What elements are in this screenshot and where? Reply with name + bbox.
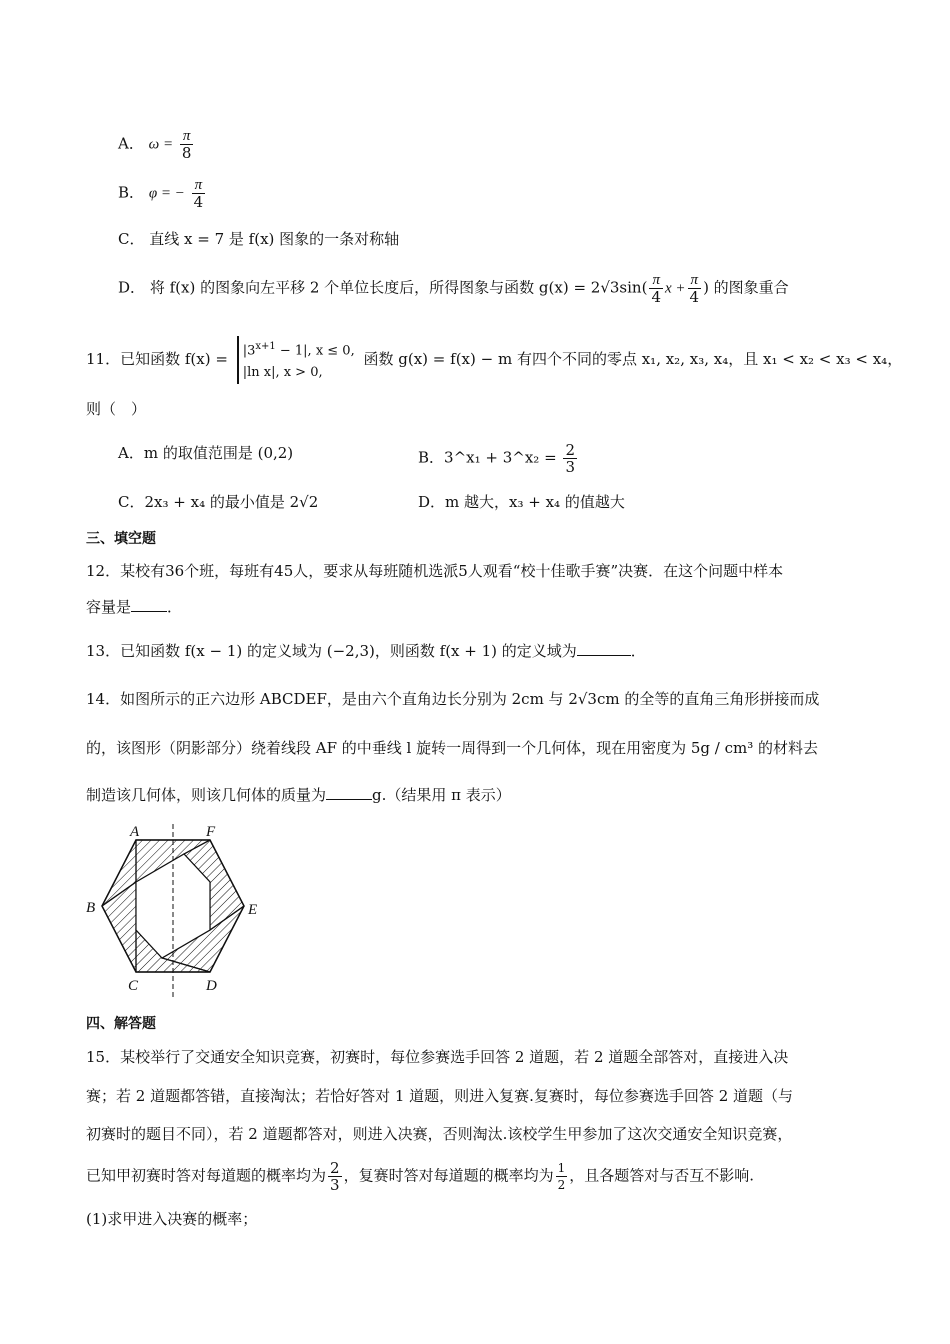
q14-line2: 的，该图形（阴影部分）绕着线段 AF 的中垂线 l 旋转一周得到一个几何体，现在用密度为 5g / cm³ 的材料去 bbox=[86, 739, 819, 757]
q11-option-c bbox=[118, 491, 318, 513]
question-text: 容量是 bbox=[86, 598, 132, 616]
section-heading: 三、填空题 bbox=[86, 531, 156, 547]
denominator: 4 bbox=[193, 193, 204, 211]
option-text: m 越大，x₃ + x₄ 的值越大 bbox=[445, 493, 625, 511]
fraction bbox=[192, 177, 206, 210]
option-text: m 的取值范围是 (0,2) bbox=[143, 444, 294, 462]
q11-then: 则（ ） bbox=[86, 400, 147, 418]
case-text: − 1|, x ≤ 0, bbox=[275, 343, 355, 359]
option-label: B． bbox=[118, 183, 145, 202]
label-d: D bbox=[206, 978, 217, 994]
q15-line1: 15．某校举行了交通安全知识竞赛，初赛时，每位参赛选手回答 2 道题，若 2 道题全部答对，直接进入决 bbox=[86, 1048, 789, 1066]
q10-option-b bbox=[118, 177, 207, 210]
question-text: g.（结果用 π 表示） bbox=[372, 786, 511, 804]
numerator: 2 bbox=[330, 1159, 340, 1177]
option-text: 3^x₁ + 3^x₂ = bbox=[444, 448, 557, 467]
numerator: π bbox=[649, 272, 663, 289]
denominator: 3 bbox=[565, 458, 575, 476]
section-heading: 四、解答题 bbox=[86, 1016, 156, 1032]
option-label: D． bbox=[118, 278, 146, 297]
q12-line2 bbox=[86, 596, 182, 618]
q11-option-b bbox=[418, 442, 579, 475]
q10-option-c bbox=[118, 228, 399, 250]
option-label: A． bbox=[118, 444, 144, 462]
q12-line1: 12．某校有36个班，每班有45人，要求从每班随机选派5人观看“校十佳歌手赛”决赛．在这个问题中样本 bbox=[86, 562, 784, 580]
q10-option-a bbox=[118, 128, 195, 161]
piecewise-case-1 bbox=[243, 336, 355, 362]
label-b: B bbox=[86, 900, 96, 916]
question-text: ，复赛时答对每道题的概率均为 bbox=[343, 1166, 554, 1185]
option-text: ω = bbox=[148, 136, 174, 153]
question-number: 11． bbox=[86, 350, 121, 369]
piecewise-case-2: |ln x|, x > 0, bbox=[242, 365, 323, 381]
denominator: 3 bbox=[330, 1176, 340, 1194]
label-f: F bbox=[206, 824, 216, 840]
q10-option-d bbox=[118, 272, 789, 305]
exponent: x+1 bbox=[255, 341, 276, 352]
label-e: E bbox=[248, 902, 258, 918]
piecewise-function bbox=[237, 336, 355, 384]
label-c: C bbox=[128, 978, 139, 994]
option-text: 2x₃ + x₄ 的最小值是 2√2 bbox=[144, 493, 319, 511]
denominator: 2 bbox=[557, 1178, 566, 1192]
q14-line3 bbox=[86, 784, 511, 806]
answer-blank[interactable] bbox=[131, 597, 167, 612]
question-text: 13．已知函数 f(x − 1) 的定义域为 (−2,3)，则函数 f(x + 1) 的定义域为 bbox=[86, 642, 577, 660]
q15-line2: 赛；若 2 道题都答错，直接淘汰；若恰好答对 1 道题，则进入复赛.复赛时，每位参赛选手回答 2 道题（与 bbox=[86, 1087, 794, 1105]
option-text: ) 的图象重合 bbox=[703, 278, 789, 297]
question-text: ． bbox=[167, 598, 183, 616]
q11-option-a bbox=[118, 442, 293, 464]
denominator: 4 bbox=[651, 288, 661, 306]
q11-option-d bbox=[418, 491, 625, 513]
numerator: 2 bbox=[565, 441, 575, 459]
q11-stem bbox=[86, 336, 902, 384]
question-text: ，且各题答对与否互不影响. bbox=[569, 1166, 754, 1185]
numerator: 1 bbox=[557, 1161, 566, 1175]
denominator: 8 bbox=[181, 144, 192, 162]
q13 bbox=[86, 640, 646, 662]
option-text: φ = − bbox=[148, 185, 185, 202]
fraction bbox=[563, 442, 577, 475]
numerator: π bbox=[688, 272, 702, 289]
fraction bbox=[556, 1160, 568, 1193]
question-text: 函数 g(x) = f(x) − m 有四个不同的零点 x₁, x₂, x₃, x₄，且 x₁ < x₂ < x₃ < x₄， bbox=[363, 350, 903, 369]
option-text: 直线 x = 7 是 f(x) 图象的一条对称轴 bbox=[149, 230, 400, 248]
question-text: 制造该几何体，则该几何体的质量为 bbox=[86, 786, 327, 804]
q15-line4 bbox=[86, 1160, 754, 1193]
question-text: ． bbox=[630, 642, 646, 660]
fraction bbox=[649, 272, 663, 305]
option-label: C． bbox=[118, 493, 145, 511]
numerator: π bbox=[180, 128, 194, 145]
option-label: A． bbox=[118, 134, 144, 153]
label-a: A bbox=[130, 824, 140, 840]
question-text: 已知函数 f(x) = bbox=[120, 350, 228, 369]
fraction bbox=[328, 1160, 342, 1193]
q15-line3: 初赛时的题目不同），若 2 道题都答对，则进入决赛，否则淘汰.该校学生甲参加了这次交通安全知识竞赛， bbox=[86, 1125, 793, 1143]
option-label: C． bbox=[118, 230, 145, 248]
option-label: B． bbox=[418, 448, 445, 467]
case-text: |3 bbox=[242, 343, 256, 359]
fraction bbox=[180, 128, 194, 161]
numerator: π bbox=[192, 177, 206, 194]
answer-blank[interactable] bbox=[577, 641, 631, 656]
denominator: 4 bbox=[689, 288, 700, 306]
question-text: 已知甲初赛时答对每道题的概率均为 bbox=[86, 1166, 327, 1185]
answer-blank[interactable] bbox=[326, 785, 372, 800]
option-text: x + bbox=[664, 280, 686, 297]
option-text: 将 f(x) 的图象向左平移 2 个单位长度后，所得图象与函数 g(x) = 2√3sin( bbox=[149, 278, 648, 297]
q15-part1: (1)求甲进入决赛的概率； bbox=[86, 1210, 258, 1228]
fraction bbox=[688, 272, 702, 305]
option-label: D． bbox=[418, 493, 446, 511]
hexagon-figure bbox=[84, 822, 274, 1000]
q14-line1: 14．如图所示的正六边形 ABCDEF，是由六个直角边长分别为 2cm 与 2√3cm 的全等的直角三角形拼接而成 bbox=[86, 690, 820, 708]
